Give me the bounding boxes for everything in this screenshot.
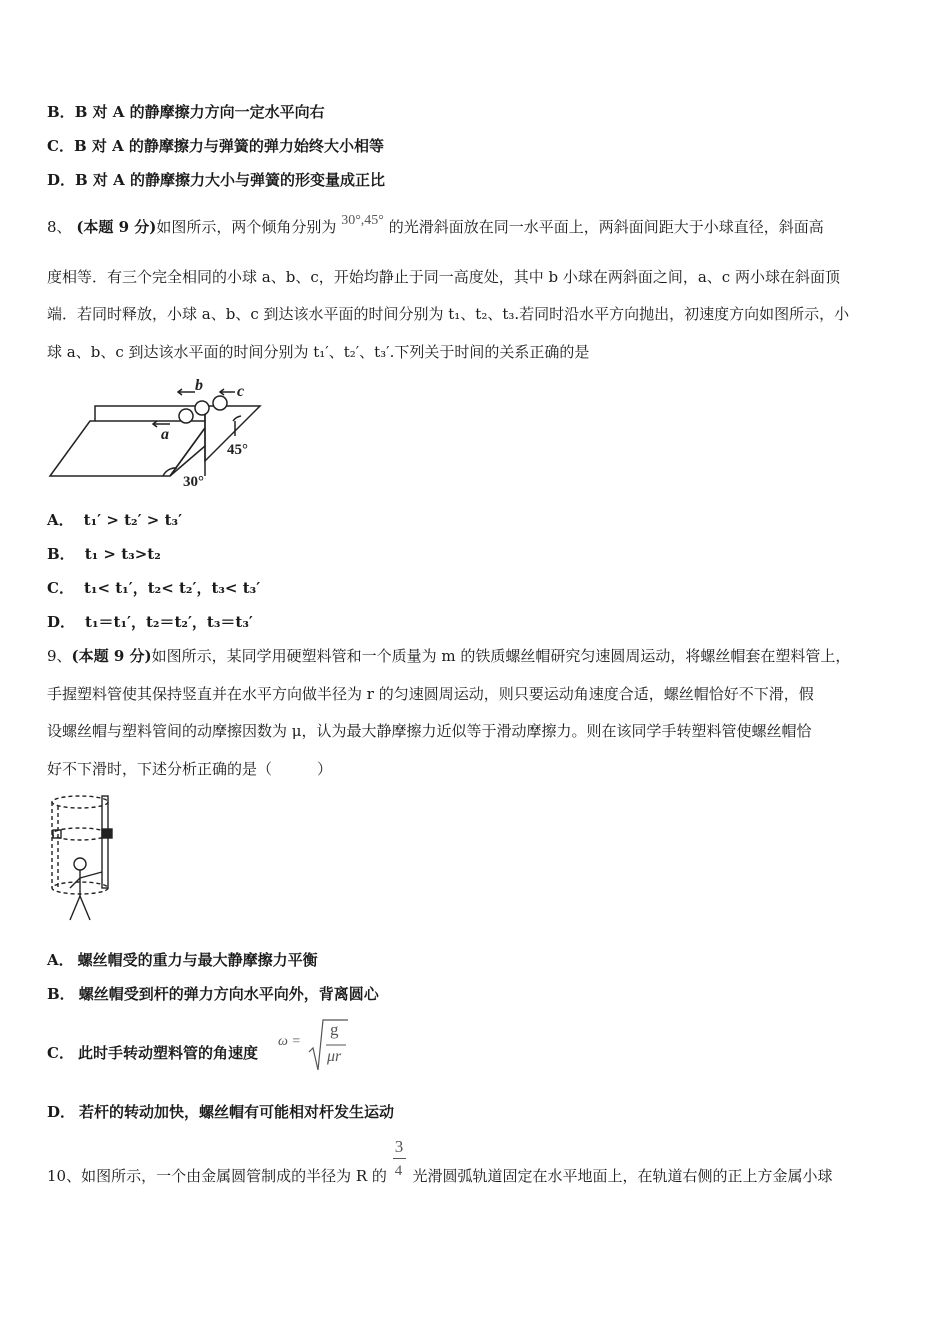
option-label: D． — [47, 613, 76, 631]
q9-line-3: 设螺丝帽与塑料管间的动摩擦因数为 μ，认为最大静摩擦力近似等于滑动摩擦力。则在该同学手转塑料管使螺丝帽恰 — [47, 722, 812, 740]
q9-option-b — [47, 984, 379, 1004]
option-label: B． — [47, 103, 75, 121]
option-text: 若杆的转动加快，螺丝帽有可能相对杆发生运动 — [79, 1103, 395, 1121]
q9-option-d — [47, 1102, 394, 1122]
option-text: 此时手转动塑料管的角速度 — [77, 1044, 258, 1062]
q10-line-1 — [47, 1137, 833, 1186]
q9-line-1 — [47, 646, 850, 666]
q8-option-d — [47, 612, 253, 632]
q9-number: 9、 — [47, 647, 72, 665]
fraction-denominator: 4 — [394, 1163, 403, 1179]
ball-b — [195, 401, 209, 415]
q8-score: (本题 9 分) — [76, 218, 157, 236]
q8-line-2: 度相等．有三个完全相同的小球 a、b、c，开始均静止于同一高度处，其中 b 小球在两斜面之间，a、c 两小球在斜面顶 — [47, 268, 840, 286]
q8-line-3: 端．若同时释放，小球 a、b、c 到达该水平面的时间分别为 t₁、t₂、t₃.若同时沿水平方向抛出，初速度方向如图所示，小 — [47, 305, 850, 323]
fraction-bar — [393, 1158, 406, 1159]
option-text: B 对 A 的静摩擦力方向一定水平向右 — [74, 103, 325, 121]
formula-denominator: μr — [327, 1048, 342, 1065]
label-c: c — [237, 383, 245, 400]
person-leg-right — [80, 896, 90, 920]
fraction-numerator: 3 — [394, 1137, 404, 1156]
q10-text-b: 光滑圆弧轨道固定在水平地面上，在轨道右侧的正上方金属小球 — [412, 1167, 833, 1185]
q7-option-c-row — [47, 136, 384, 156]
option-label: C． — [47, 579, 74, 597]
person-head — [74, 858, 86, 870]
q9-rotating-tube-figure — [48, 792, 123, 927]
q8-number: 8、 — [47, 218, 72, 236]
option-label: B． — [47, 545, 75, 563]
ball-a — [179, 409, 193, 423]
cylinder-top — [52, 796, 108, 808]
q10-text-a: 如图所示，一个由金属圆管制成的半径为 R 的 — [81, 1167, 387, 1185]
q9-line-4: 好不下滑时，下述分析正确的是（ ） — [47, 760, 333, 778]
q8-option-a — [47, 510, 182, 530]
label-30deg: 30° — [183, 474, 204, 490]
label-b: b — [195, 377, 203, 394]
option-label: D． — [47, 1103, 76, 1121]
base-shadow — [170, 446, 205, 476]
angular-velocity-formula — [278, 1018, 358, 1074]
formula-lhs: ω = — [278, 1034, 301, 1049]
q9-line-2: 手握塑料管使其保持竖直并在水平方向做半径为 r 的匀速圆周运动，则只要运动角速度合适，螺丝帽恰好不下滑，假 — [47, 685, 814, 703]
q9-score: (本题 9 分) — [71, 647, 152, 665]
q7-option-d-row — [47, 170, 385, 190]
q8-option-b — [47, 544, 161, 564]
option-text: 螺丝帽受到杆的弹力方向水平向外，背离圆心 — [78, 985, 379, 1003]
person-leg-left — [70, 896, 80, 920]
q7-option-b-row — [47, 102, 325, 122]
q10-number: 10、 — [47, 1167, 82, 1185]
option-text: t₁< t₁′，t₂< t₂′，t₃< t₃′ — [83, 579, 261, 597]
q9-option-c — [47, 1043, 258, 1063]
q8-line-1 — [47, 213, 824, 239]
q8-line-4: 球 a、b、c 到达该水平面的时间分别为 t₁′、t₂′、t₃′.下列关于时间的关系正确的是 — [47, 343, 590, 361]
option-label: C． — [47, 1044, 74, 1062]
option-label: C． — [47, 137, 74, 155]
q8-text-1b: 的光滑斜面放在同一水平面上，两斜面间距大于小球直径，斜面高 — [388, 218, 824, 236]
q9-option-a — [47, 950, 318, 970]
person-arm-left — [70, 878, 80, 888]
option-text: t₁＝t₁′，t₂＝t₂′，t₃＝t₃′ — [85, 613, 253, 631]
option-text: 螺丝帽受的重力与最大静摩擦力平衡 — [77, 951, 318, 969]
q8-angles: 30°,45° — [341, 213, 384, 228]
plastic-tube — [102, 796, 108, 888]
label-a: a — [161, 426, 169, 443]
screw-nut — [102, 829, 112, 838]
ball-c — [213, 396, 227, 410]
incline-30 — [50, 421, 210, 476]
option-text: t₁′ > t₂′ > t₃′ — [83, 511, 183, 529]
person-arm — [80, 872, 102, 878]
label-45deg: 45° — [227, 442, 248, 458]
option-label: A． — [47, 951, 74, 969]
option-text: B 对 A 的静摩擦力与弹簧的弹力始终大小相等 — [73, 137, 384, 155]
q8-option-c — [47, 578, 260, 598]
q10-fraction — [392, 1137, 408, 1181]
option-text: B 对 A 的静摩擦力大小与弹簧的形变量成正比 — [75, 171, 386, 189]
q8-inclined-planes-figure — [45, 376, 270, 491]
option-label: B． — [47, 985, 75, 1003]
option-text: t₁ > t₃>t₂ — [84, 545, 161, 563]
q9-text-1: 如图所示，某同学用硬塑料管和一个质量为 m 的铁质螺丝帽研究匀速圆周运动，将螺丝帽套在塑料管上， — [151, 647, 851, 665]
q8-text-1a: 如图所示，两个倾角分别为 — [156, 218, 337, 236]
option-label: A． — [47, 511, 74, 529]
option-label: D． — [47, 171, 76, 189]
formula-numerator: g — [330, 1020, 339, 1039]
